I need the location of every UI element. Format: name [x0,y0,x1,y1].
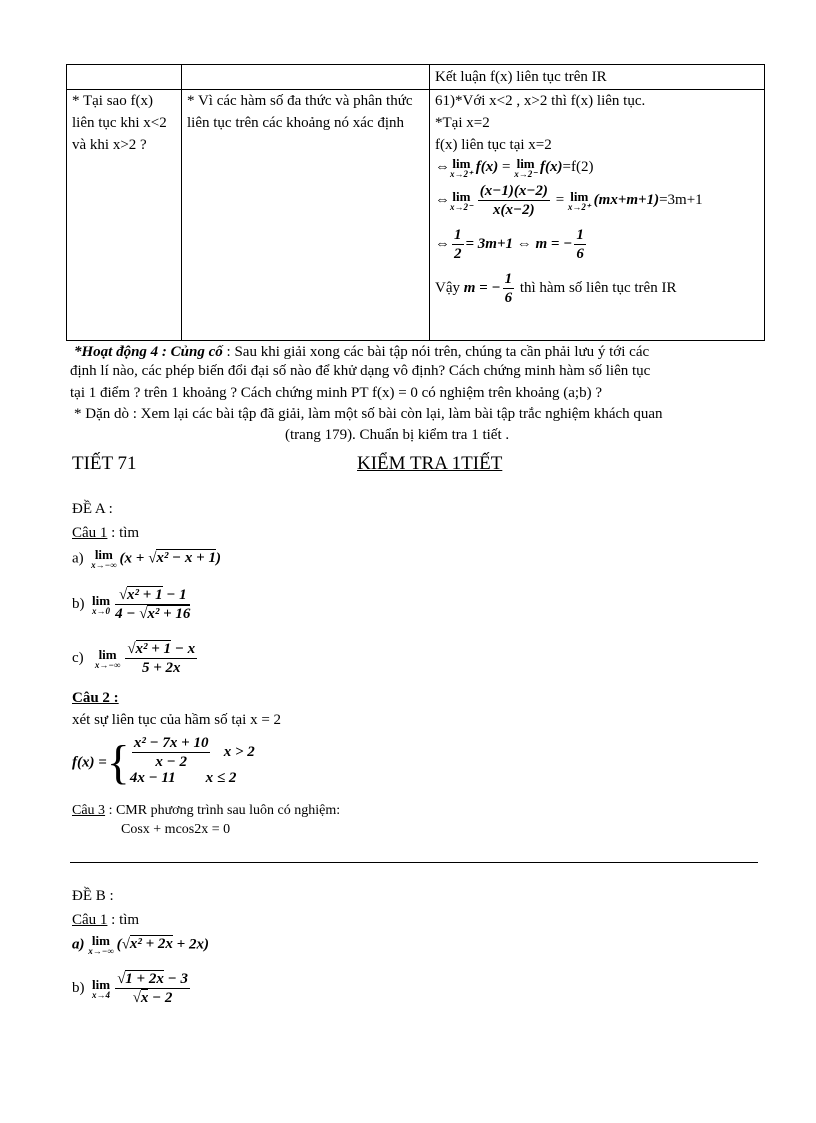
equation-line: ⇔ $\frac{1}{2}$ = 3m+1 ⇔ m = − $\frac{1}{6}$ [435,227,584,262]
exam-b-heading: ĐỀ B : [72,888,114,904]
activity-line: định lí nào, các phép biến đổi đại số nào để khử dạng vô định? Cách chứng minh hàm số liên tục [70,363,651,379]
question-2-text: xét sự liên tục của hầm số tại x = 2 [72,712,282,728]
equation-tail: =3m+1 [659,191,703,208]
solution-line: 61)*Với x<2 , x>2 thì f(x) liên tục. [435,93,646,109]
activity-paragraph: *Hoạt động 4 : Củng cố : Sau khi giải xong các bài tập nói trên, chúng ta cần phải lưu ý tới các [74,344,650,360]
question-2-label: Câu 2 : [72,690,119,706]
activity-title: *Hoạt động 4 : Củng cố [74,344,223,360]
problem-b-b: b) lim x→4 $\frac{√1 + 2x - 3}{√x - 2}$ [72,971,188,1006]
question-text: * Tại sao f(x) liên tục khi x<2 và khi x>2 ? [72,93,167,153]
activity-line: tại 1 điểm ? trên 1 khoảng ? Cách chứng minh PT f(x) = 0 có nghiệm trên khoảng (a;b) ? [70,385,603,401]
table-cell [430,65,765,90]
problem-b: b) lim x→0 $\frac{\text{√x² + 1 − 1}}{\text{4 − √x² + 16}}$ [72,587,191,622]
equation-line: ⇔ lim x→2⁻ $\frac{(x-1)(x-2)}{x(x-2)}$ = lim x→2⁺ (mx+m+1)=3m+1 [435,183,703,218]
homework-line: * Dặn dò : Xem lại các bài tập đã giải, làm một số bài còn lại, làm bài tập trắc nghiệm khách quan [74,406,663,422]
question-3-equation: Cosx + mcos2x = 0 [121,822,231,837]
solution-table [66,64,765,341]
question-1-b: Câu 1 : tìm [72,912,140,928]
table-cell [182,65,430,90]
table-cell [67,90,182,341]
answer-text: * Vì các hàm số đa thức và phân thức liên tục trên các khoảng nó xác định [187,93,413,131]
table-cell-conclusion: Kết luận f(x) liên tục trên IR [435,69,607,85]
equation-tail: =f(2) [562,159,594,175]
solution-line: f(x) liên tục tại x=2 [435,137,552,153]
exam-a-heading: ĐỀ A : [72,501,113,517]
table-cell [182,90,430,341]
problem-c: c) lim x→−∞ $\frac{\text{√x² + 1 − x}}{5 + 2x}$ [72,641,196,676]
solution-line: *Tại x=2 [435,115,490,131]
lesson-number: TIẾT 71 [72,453,137,474]
page-title: KIỂM TRA 1TIẾT [357,453,503,474]
table-cell [67,65,182,90]
solution-cell [430,90,765,341]
homework-line: (trang 179). Chuẩn bị kiểm tra 1 tiết . [285,427,510,443]
problem-b-a: a) lim x→−∞ (√x² + 2x + 2x) [72,933,209,956]
question-3: Câu 3 : CMR phương trình sau luôn có nghiệm: [72,803,341,818]
table-row [67,90,765,341]
question-1-a: Câu 1 : tìm [72,525,140,541]
section-divider [70,862,758,863]
equation-line: ⇔ lim x→2⁺ f(x) = lim x→2⁻ f(x)=f(2) [435,155,594,179]
conclusion-line: Vậy m = − $\frac{1}{6}$ thì hàm số liên tục trên IR [435,271,677,306]
table-row [67,65,765,90]
piecewise-function: f(x) ={ $\frac{\text{x² − 7x + 10}}{x - 2}$ x > 2 4x − 11 x ≤ 2 [72,735,255,789]
problem-a: a) lim x→−∞ (x + √x² − x + 1) [72,547,221,570]
